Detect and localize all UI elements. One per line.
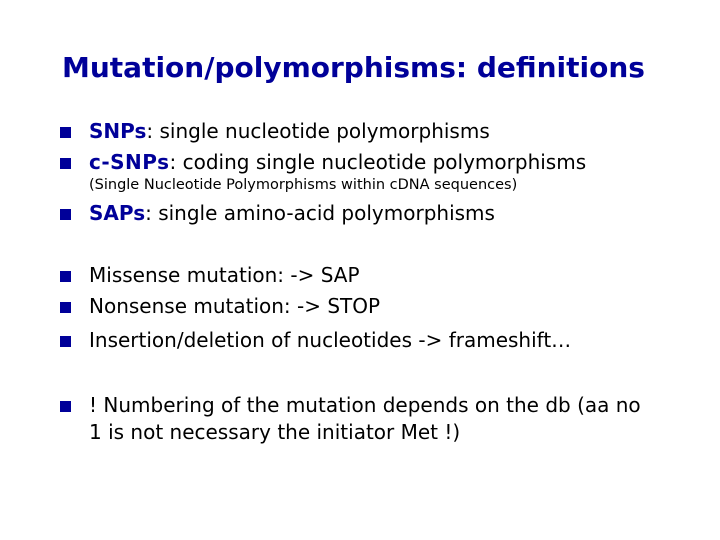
bullet-item-numbering	[60, 392, 700, 446]
bullet-text: Nonsense mutation: -> STOP	[89, 294, 381, 318]
bullet-term: c-SNPs	[89, 150, 170, 174]
square-bullet-icon	[60, 401, 71, 412]
bullet-item-snps	[60, 118, 700, 144]
bullet-item-indel	[60, 327, 700, 353]
bullet-separator: :	[169, 150, 183, 174]
bullet-item-saps	[60, 200, 700, 226]
square-bullet-icon	[60, 209, 71, 220]
bullet-text: Missense mutation: -> SAP	[89, 263, 360, 287]
c-snps-note: (Single Nucleotide Polymorphisms within cDNA sequences)	[89, 177, 518, 193]
bullet-item-nonsense	[60, 293, 700, 319]
bullet-text	[89, 149, 586, 175]
square-bullet-icon	[60, 336, 71, 347]
bullet-definition: coding single nucleotide polymorphisms	[182, 150, 587, 174]
bullet-item-c-snps	[60, 149, 700, 175]
slide-title: Mutation/polymorphisms: definitions	[62, 51, 645, 84]
bullet-term: SNPs	[89, 119, 147, 143]
square-bullet-icon	[60, 158, 71, 169]
bullet-separator: :	[145, 201, 159, 225]
bullet-item-missense	[60, 262, 700, 288]
bullet-text	[89, 118, 490, 144]
bullet-text	[89, 200, 495, 226]
bullet-definition: single nucleotide polymorphisms	[159, 119, 490, 143]
bullet-separator: :	[146, 119, 160, 143]
bullet-definition: single amino-acid polymorphisms	[158, 201, 495, 225]
square-bullet-icon	[60, 271, 71, 282]
bullet-text: ! Numbering of the mutation depends on the db (aa no 1 is not necessary the initiator Met !)	[89, 393, 641, 444]
square-bullet-icon	[60, 127, 71, 138]
square-bullet-icon	[60, 302, 71, 313]
bullet-text: Insertion/deletion of nucleotides -> frameshift…	[89, 328, 572, 352]
bullet-term: SAPs	[89, 201, 146, 225]
